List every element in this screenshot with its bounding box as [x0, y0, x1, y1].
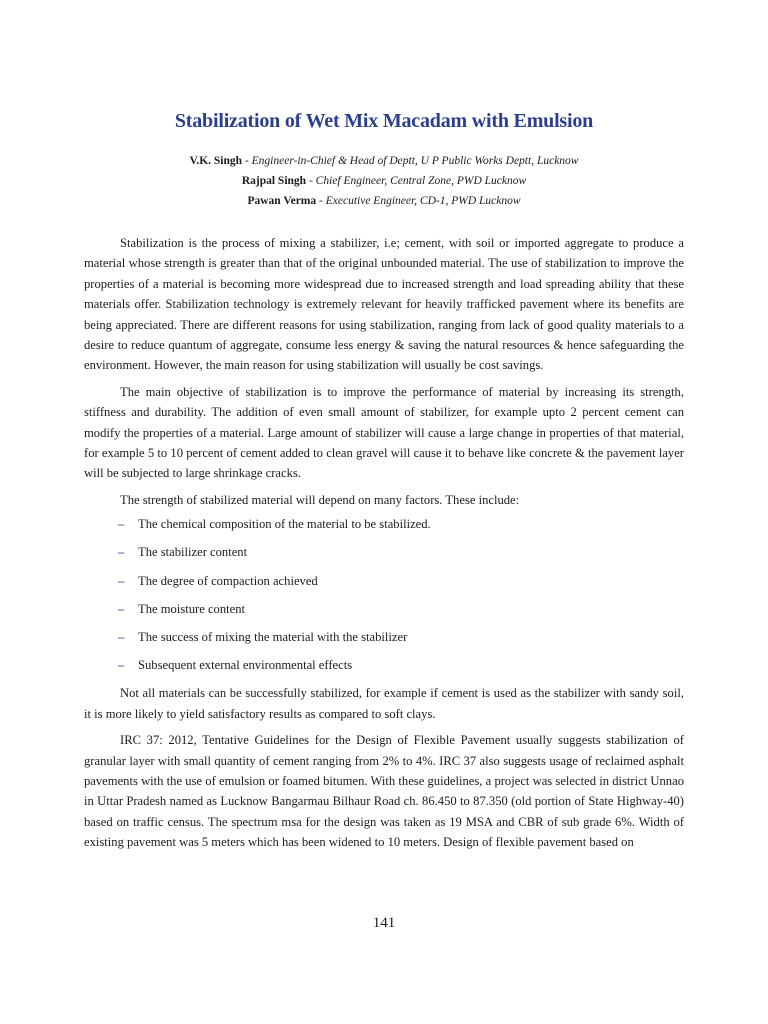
list-item — [118, 514, 684, 534]
dash-bullet-icon: – — [118, 545, 125, 560]
dash-bullet-icon: – — [118, 517, 125, 532]
author-separator: - — [306, 175, 316, 187]
author-list — [84, 151, 684, 211]
list-item-text: The stabilizer content — [138, 545, 248, 560]
author-name: V.K. Singh — [189, 155, 243, 167]
dash-bullet-icon: – — [118, 658, 125, 673]
paper-page — [84, 110, 684, 859]
factors-intro: The strength of stabilized material will depend on many factors. These include: — [120, 492, 520, 507]
author-name: Pawan Verma — [247, 195, 317, 207]
page-number: 141 — [372, 915, 396, 931]
list-item — [118, 599, 684, 619]
list-item-text: The moisture content — [138, 601, 246, 616]
body-paragraph-3: Not all materials can be successfully stabilized, for example if cement is used as the stabilizer with sandy soil, it is more likely to yield satisfactory results as compared to soft clays. — [84, 686, 684, 721]
paper-title: Stabilization of Wet Mix Macadam with Emulsion — [174, 110, 594, 132]
list-item-text: The chemical composition of the material to be stabilized. — [138, 517, 431, 532]
author-name: Rajpal Singh — [241, 175, 307, 187]
author-separator: - — [316, 195, 326, 207]
author-role: Executive Engineer, CD-1, PWD Lucknow — [325, 195, 521, 207]
list-item — [118, 655, 684, 675]
body-paragraph-2: The main objective of stabilization is to improve the performance of material by increasing its strength, stiffness and durability. The addition of even small amount of stabilizer, for example upto 2 percent cement can modify the properties of a material. Large amount of stabilizer will cause a large change in properties of that material, for example 5 to 10 percent of cement added to clean gravel will cause it to behave like concrete & the pavement layer will be subjected to large shrinkage cracks. — [84, 384, 684, 481]
list-item-text: The success of mixing the material with the stabilizer — [138, 630, 408, 645]
dash-bullet-icon: – — [118, 630, 125, 645]
list-item — [118, 542, 684, 562]
author-separator: - — [242, 155, 252, 167]
list-item-text: Subsequent external environmental effects — [138, 658, 353, 673]
author-role: Engineer-in-Chief & Head of Deptt, U P Public Works Deptt, Lucknow — [251, 155, 579, 167]
author-role: Chief Engineer, Central Zone, PWD Lucknow — [315, 175, 527, 187]
list-item — [118, 571, 684, 591]
dash-bullet-icon: – — [118, 601, 125, 616]
list-item — [118, 627, 684, 647]
body-paragraph-1: Stabilization is the process of mixing a stabilizer, i.e; cement, with soil or imported aggregate to produce a material whose strength is greater than that of the original unbounded material. The use of stabilization to improve the properties of a material is becoming more widespread due to increased strength and load spreading ability that these materials offer. Stabilization technology is extremely relevant for heavily trafficked pavement where its benefits are being appreciated. There are different reasons for using stabilization, ranging from lack of good quality materials to a desire to reduce quantum of aggregate, consume less energy & saving the natural resources & hence safeguarding the environment. However, the main reason for using stabilization will usually be cost savings. — [84, 236, 684, 373]
author-line — [84, 191, 684, 211]
body-paragraph-4: IRC 37: 2012, Tentative Guidelines for the Design of Flexible Pavement usually suggests stabilization of granular layer with small quantity of cement ranging from 2% to 4%. IRC 37 also suggests usage of reclaimed asphalt pavements with the use of emulsion or foamed bitumen. With these guidelines, a project was selected in district Unnao in Uttar Pradesh named as Lucknow Bangarmau Bilhaur Road ch. 86.450 to 87.350 (old portion of State Highway-40) based on traffic census. The spectrum msa for the design was taken as 19 MSA and CBR of sub grade 6%. Width of existing pavement was 5 meters which has been widened to 10 meters. Design of flexible pavement based on — [84, 733, 684, 850]
author-line — [84, 151, 684, 171]
list-item-text: The degree of compaction achieved — [138, 573, 318, 588]
dash-bullet-icon: – — [118, 573, 125, 588]
author-line — [84, 171, 684, 191]
factors-list — [84, 514, 684, 675]
